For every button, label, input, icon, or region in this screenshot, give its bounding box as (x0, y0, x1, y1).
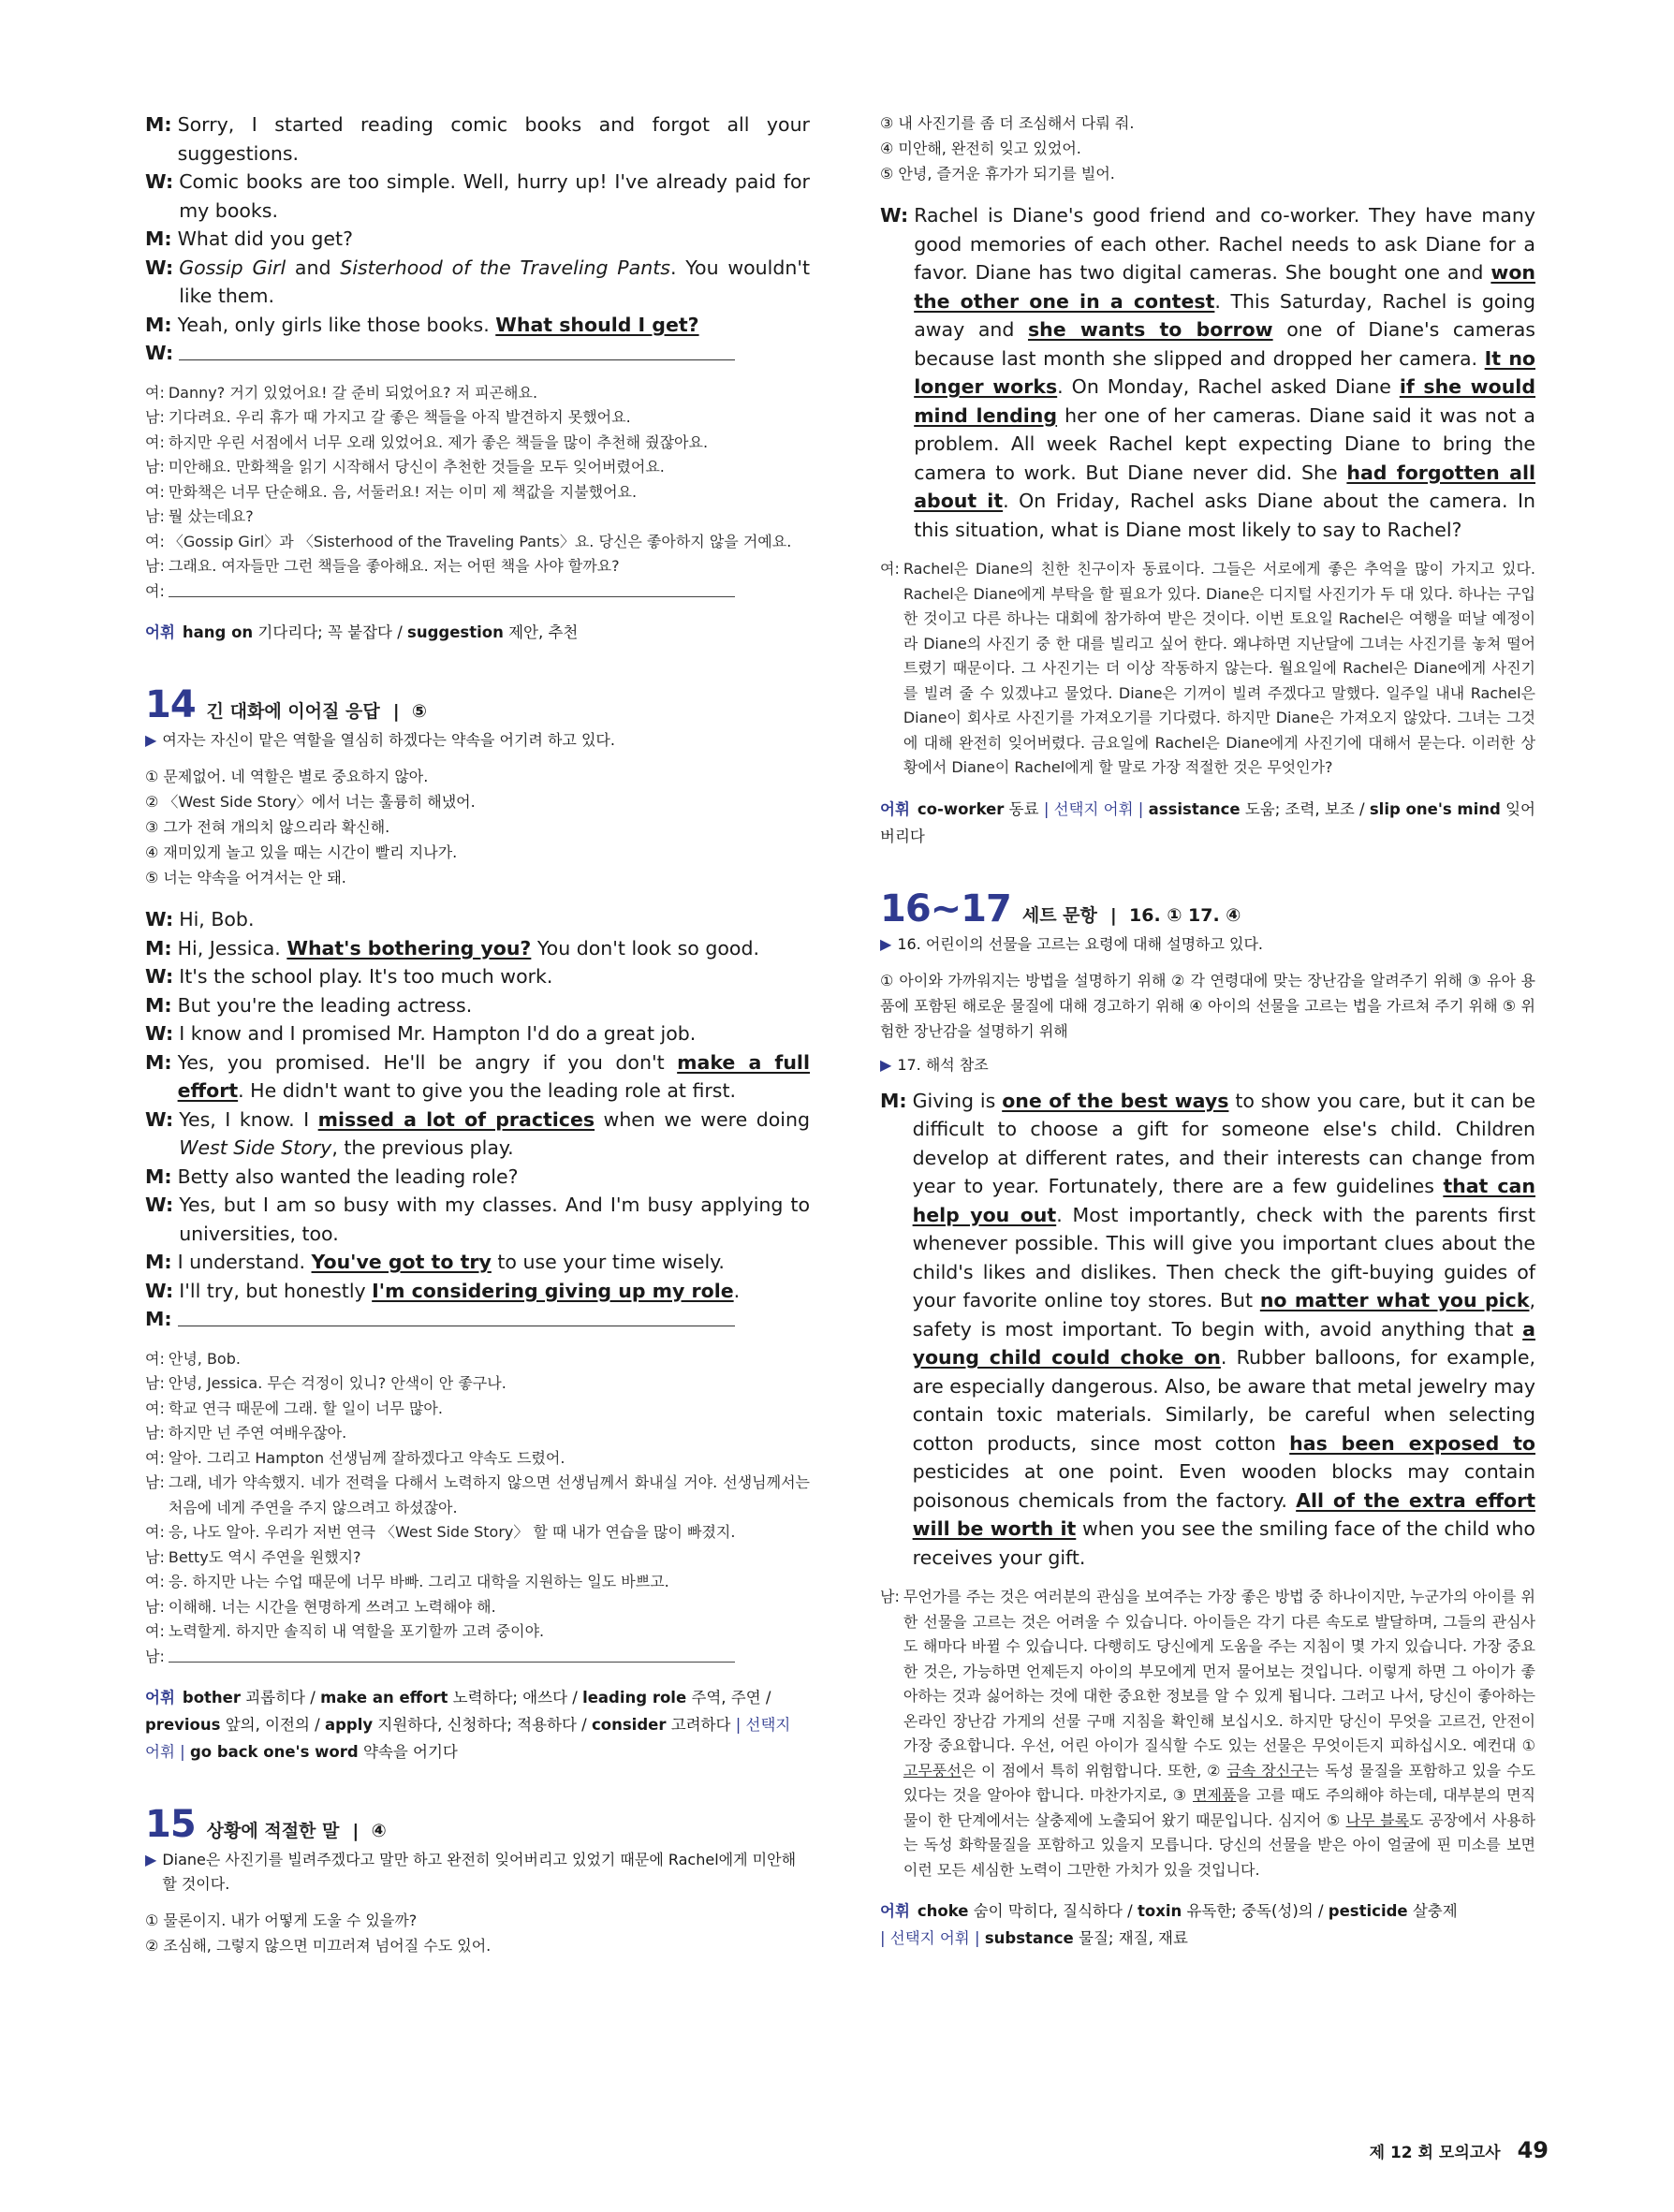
line-text: 알아. 그리고 Hampton 선생님께 잘하겠다고 약속도 드렸어. (168, 1448, 565, 1467)
translation-line (145, 405, 810, 431)
line-text: But you're the leading actress. (177, 993, 473, 1017)
line-text: Yes, but I am so busy with my classes. And I'm busy applying to universities, too. (179, 1194, 810, 1245)
triangle-icon: ▶ (880, 934, 892, 953)
line-text: 응. 하지만 나는 수업 때문에 너무 바빠. 그리고 대학을 지원하는 일도 바쁘고. (168, 1573, 669, 1590)
line-text: 하지만 우린 서점에서 너무 오래 있었어요. 제가 좋은 책들을 많이 추천해 줬잖아요. (168, 432, 709, 451)
page-footer (1370, 2137, 1549, 2163)
speaker-label: 여: (145, 482, 165, 501)
speaker-label: M: (145, 227, 172, 250)
question-14-options (145, 764, 810, 890)
answer-option: ⑤ 안녕, 즐거운 휴가가 되기를 빌어. (880, 165, 1115, 183)
speaker-label: 남: (145, 1547, 165, 1566)
dialogue-13-english (145, 110, 810, 368)
dialogue-line (145, 1191, 810, 1248)
speaker-label: W: (145, 1107, 174, 1131)
translation-line (145, 1347, 810, 1372)
speaker-label: W: (145, 1022, 174, 1045)
speaker-label: 여: (145, 532, 165, 550)
triangle-icon: ▶ (145, 731, 157, 749)
question-17-hint: ▶ 17. 해석 참조 (880, 1053, 1535, 1077)
key-phrase: make a full effort (177, 1050, 810, 1102)
right-column (880, 110, 1535, 1952)
question-16-hint: ▶ 16. 어린이의 선물을 고르는 요령에 대해 설명하고 있다. (880, 932, 1535, 957)
speaker-label: M: (145, 313, 172, 336)
vocab-entries: co-worker 동료 | 선택지 어휘 | assistance 도움; 조력, 보조 / slip one's mind 잊어버리다 (880, 799, 1535, 845)
key-phrase: missed a lot of practices (317, 1107, 595, 1131)
speaker-label: M: (145, 936, 172, 960)
line-text: 뭘 샀는데요? (168, 507, 254, 525)
speaker-label: W: (145, 1194, 174, 1216)
answer-blank (179, 339, 735, 360)
dialogue-line (145, 168, 810, 225)
answer-option: ③ 내 사진기를 좀 더 조심해서 다뤄 줘. (880, 114, 1135, 132)
translation-line (145, 1645, 810, 1670)
answer-marker: | ⑤ (392, 701, 427, 722)
dialogue-line (145, 1163, 810, 1192)
translation-line (145, 1471, 810, 1520)
question-16-options: ① 아이와 가까워지는 방법을 설명하기 위해 ② 각 연령대에 맞는 장난감을 알려주기 위해 ③ 유아 용품에 포함된 해로운 물질에 대해 경고하기 위해 ④ 아이의 선물을 고르는 법을 가르쳐 주기 위해 ⑤ 위험한 장난감을 설명하기 위해 (880, 971, 1535, 1040)
answer-blank (169, 1645, 735, 1663)
speaker-label: W: (145, 1279, 174, 1302)
line-text: 응, 나도 알아. 우리가 저번 연극 〈West Side Story〉 할 때 내가 연습을 많이 빠졌지. (168, 1523, 736, 1541)
line-text: Sorry, I started reading comic books and forgot all your suggestions. (177, 113, 810, 165)
triangle-icon: ▶ (145, 1851, 157, 1868)
dialogue-line (145, 339, 810, 368)
translation-line (145, 431, 810, 456)
speaker-label: 여: (145, 432, 165, 451)
dialogue-line (145, 1048, 810, 1106)
speaker-label: 여: (145, 1448, 165, 1467)
speaker-label: 여: (145, 1573, 165, 1590)
question-title: 긴 대화에 이어질 응답 (206, 701, 380, 722)
vocab-entries: bother 괴롭히다 / make an effort 노력하다; 애쓰다 / leading role 주역, 주연 / previous 앞의, 이전의 / apply 지원하다, 신청하다; 적용하다 / consider 고려하다 | 선택지 어휘 | go back one's word 약속을 어기다 (145, 1689, 791, 1761)
translation-line (145, 505, 810, 530)
speaker-label: M: (145, 1308, 172, 1330)
translation-line (145, 480, 810, 505)
speaker-label: 여: (145, 1622, 165, 1640)
title-italic: Gossip Girl (179, 256, 286, 279)
speaker-label: 남: (145, 557, 165, 575)
speaker-label: 남: (145, 1473, 165, 1491)
exam-label: 제 12 회 모의고사 (1369, 2144, 1501, 2162)
monologue-17-korean: 남: 무언가를 주는 것은 여러분의 관심을 보여주는 가장 좋은 방법 중 하나이지만, 누군가의 아이를 위한 선물을 고르는 것은 어려울 수 있습니다. 아이들은 각기 다른 속도로 발달하며, 그들의 관심사도 해마다 바뀔 수 있습니다. 다행히도 당신에게 도움을 주는 지침이 몇 가지 있습니다. 가장 중요한 것은, 가능하면 언제든지 아이의 부모에게 먼저 물어보는 것입니다. 이렇게 하면 그 아이가 좋아하는 것과 싫어하는 것에 대한 중요한 정보를 알 수 있게 됩니다. 그러고 나서, 당신이 좋아하는 온라인 장난감 가게의 선물 구매 지침을 확인해 보십시오. 하지만 당신이 무엇을 고르건, 안전이 가장 중요합니다. 우선, 어린 아이가 질식할 수도 있는 선물은 무엇이든지 피하십시오. 예컨대 ① 고무풍선은 이 점에서 특히 위험합니다. 또한, ② 금속 장신구는 독성 물질을 포함하고 있을 수도 있다는 것을 알아야 합니다. 마찬가지로, ③ 면제품을 고를 때도 주의해야 하는데, 대부분의 면직물이 한 단계에서는 살충제에 노출되어 왔기 때문입니다. 심지어 ⑤ 나무 블록도 공장에서 사용하는 독성 화학물질을 포함하고 있을지 모릅니다. 당신의 선물을 받은 아이 얼굴에 핀 미소를 보면 이런 모든 세심한 노력이 그만한 가치가 있을 것입니다. (880, 1588, 1536, 1879)
line-text: 그래요. 여자들만 그런 책들을 좋아해요. 저는 어떤 책을 사야 할까요? (168, 557, 620, 575)
line-text: 미안해요. 만화책을 읽기 시작해서 당신이 추천한 것들을 모두 잊어버렸어요. (168, 458, 665, 476)
line-text: 이해해. 너는 시간을 현명하게 쓰려고 노력해야 해. (168, 1597, 496, 1616)
question-title: 세트 문항 (1021, 904, 1097, 926)
dialogue-line (145, 962, 810, 991)
vocab-14 (145, 1684, 810, 1765)
answer-option: ④ 미안해, 완전히 잊고 있었어. (880, 139, 1081, 157)
dialogue-line (145, 1305, 810, 1334)
line-text: I know and I promised Mr. Hampton I'd do a great job. (179, 1022, 697, 1045)
title-italic: Sisterhood of the Traveling Pants (340, 256, 670, 279)
monologue-15-english: W: Rachel is Diane's good friend and co-worker. They have many good memories of each other. Rachel needs to ask Diane for a favor. Diane has two digital cameras. She bought one and won the other one in a contest. This Saturday, Rachel is going away and she wants to borrow one of Diane's cameras because last month she slipped and dropped her camera. It no longer works. On Monday, Rachel asked Diane if she would mind lending her one of her cameras. Diane said it was not a problem. All week Rachel kept expecting Diane to bring the camera to work. But Diane never did. She had forgotten all about it. On Friday, Rachel asks Diane about the camera. In this situation, what is Diane most likely to say to Rachel? (880, 204, 1536, 541)
line-text: Yes, you promised. He'll be angry if you don't make a full effort. He didn't want to give you the leading role at first. (177, 1050, 810, 1102)
speaker-label: 남: (145, 1597, 165, 1616)
answer-option: ③ 그가 전혀 개의치 않으리라 확신해. (145, 818, 390, 836)
speaker-label: 여: (145, 581, 165, 600)
speaker-label: 남: (145, 1374, 165, 1392)
answer-option: ① 물론이지. 내가 어떻게 도울 수 있을까? (145, 1912, 418, 1929)
speaker-label: W: (145, 256, 174, 279)
speaker-label: 남: (145, 458, 165, 476)
answer-option: ② 〈West Side Story〉에서 너는 훌륭히 해냈어. (145, 793, 476, 811)
speaker-label: M: (145, 1251, 172, 1273)
question-title: 상황에 적절한 말 (206, 1821, 340, 1841)
vocab-15 (880, 796, 1535, 850)
translation-line (145, 1446, 810, 1472)
line-text: Yes, I know. I missed a lot of practices when we were doing West Side Story, the previous play. (179, 1107, 810, 1159)
speaker-label: 남: (145, 1647, 165, 1665)
monologue-15-korean: 여: Rachel은 Diane의 친한 친구이자 동료이다. 그들은 서로에게 좋은 추억을 많이 가지고 있다. Rachel은 Diane에게 부탁을 할 필요가 있다. Diane은 디지털 사진기가 두 대 있다. 하나는 구입한 것이고 다른 하나는 대회에 참가하여 받은 것이다. 이번 토요일 Rachel은 여행을 떠날 예정이라 Diane의 사진기 중 한 대를 빌리고 싶어 한다. 왜냐하면 지난달에 그녀는 사진기를 놓쳐 떨어트렸기 때문이다. 그 사진기는 더 이상 작동하지 않는다. 월요일에 Rachel은 Diane에게 사진기를 빌려 줄 수 있겠냐고 물었다. Diane은 기꺼이 빌려 주겠다고 말했다. 일주일 내내 Rachel은 Diane이 회사로 사진기를 가져오기를 기다렸다. 하지만 Diane은 가져오지 않았다. 그녀는 그것에 대해 완전히 잊어버렸다. 금요일에 Rachel은 Diane에게 사진기에 대해서 묻는다. 이러한 상황에서 Diane이 Rachel에게 할 말로 가장 적절한 것은 무엇인가? (880, 560, 1535, 776)
line-text: What did you get? (177, 227, 353, 250)
key-phrase: What should I get? (495, 313, 699, 336)
line-text: It's the school play. It's too much work. (179, 965, 553, 988)
answer-marker: | ④ (352, 1821, 387, 1841)
translation-line (145, 1371, 810, 1397)
speaker-label: 남: (145, 408, 165, 426)
answer-marker: | 16. ① 17. ④ (1109, 904, 1241, 926)
question-15-header (145, 1803, 810, 1846)
line-text: Hi, Bob. (179, 908, 255, 930)
speaker-label: 남: (145, 507, 165, 525)
speaker-label: W: (145, 342, 174, 364)
speaker-label: W: (145, 908, 174, 930)
line-text: 만화책은 너무 단순해요. 음, 서둘러요! 저는 이미 제 책값을 지불했어요. (168, 482, 638, 501)
left-column (145, 110, 810, 1958)
page-number: 49 (1517, 2137, 1549, 2163)
line-text: Comic books are too simple. Well, hurry up! I've already paid for my books. (179, 170, 810, 222)
question-15-hint: ▶ Diane은 사진기를 빌려주겠다고 말만 하고 완전히 잊어버리고 있었기 때문에 Rachel에게 미안해할 것이다. (145, 1848, 810, 1897)
question-number: 16~17 (880, 886, 1011, 930)
dialogue-14-korean (145, 1347, 810, 1670)
question-14-hint: ▶ 여자는 자신이 맡은 역할을 열심히 하겠다는 약속을 어기려 하고 있다. (145, 728, 810, 753)
speaker-label: M: (145, 993, 172, 1017)
vocab-17 (880, 1897, 1535, 1952)
dialogue-line (145, 1248, 810, 1277)
triangle-icon: ▶ (880, 1055, 892, 1074)
line-text: 그래, 네가 약속했지. 네가 전력을 다해서 노력하지 않으면 선생님께서 화내실 거야. 선생님께서는 처음에 네게 주연을 주지 않으려고 하셨잖아. (168, 1473, 810, 1516)
vocab-entries: choke 숨이 막히다, 질식하다 / toxin 유독한; 중독(성)의 / pesticide 살충제 | 선택지 어휘 | substance 물질; 재질, 재료 (880, 1902, 1458, 1947)
translation-line (145, 1570, 810, 1595)
translation-line (145, 1520, 810, 1545)
line-text: 노력할게. 하지만 솔직히 내 역할을 포기할까 고려 중이야. (168, 1622, 545, 1640)
vocab-heading: 어휘 (880, 799, 910, 818)
line-text: 기다려요. 우리 휴가 때 가지고 갈 좋은 책들을 아직 발견하지 못했어요. (168, 408, 631, 426)
translation-line (145, 1545, 810, 1571)
monologue-17-english: M: Giving is one of the best ways to show you care, but it can be difficult to choose a gift for someone else's child. Children develop at different rates, and their interests can change from year to year. Fortunately, there are a few guidelines that can help you out. Most importantly, check with the parents first whenever possible. This will give you important clues about the child's likes and dislikes. Then check the gift-buying guides of your favorite online toy stores. But no matter what you pick, safety is most important. To begin with, avoid anything that a young child could choke on. Rubber balloons, for example, are especially dangerous. Also, be aware that metal jewelry may contain toxic materials. Similarly, be careful when selecting cotton products, since most cotton has been exposed to pesticides at one point. Even wooden blocks may contain poisonous chemicals from the factory. All of the extra effort will be worth it when you see the smiling face of the child who receives your gift. (880, 1089, 1536, 1569)
dialogue-line (145, 1106, 810, 1163)
question-15-options-continued (880, 110, 1535, 186)
speaker-label: 여: (145, 383, 165, 402)
vocab-13: 어휘 hang on 기다리다; 꼭 붙잡다 / suggestion 제안, 추천 (145, 623, 579, 641)
line-text: 안녕, Bob. (168, 1349, 241, 1368)
line-text: Gossip Girl and Sisterhood of the Traveling Pants. You wouldn't like them. (179, 256, 810, 307)
dialogue-line (145, 254, 810, 311)
line-text: 학교 연극 때문에 그래. 할 일이 너무 많아. (168, 1399, 443, 1417)
speaker-label: 여: (145, 1349, 165, 1368)
translation-line (145, 554, 810, 579)
speaker-label: W: (145, 170, 174, 193)
question-number: 15 (145, 1803, 196, 1846)
line-text: I'll try, but honestly I'm considering giving up my role. (179, 1279, 741, 1302)
speaker-label: M: (145, 113, 172, 136)
line-text: Yeah, only girls like those books. What should I get? (177, 313, 699, 336)
translation-line (145, 455, 810, 480)
speaker-label: 여: (145, 1523, 165, 1541)
translation-line (145, 1397, 810, 1422)
translation-line (145, 1421, 810, 1446)
speaker-label: 남: (145, 1424, 165, 1442)
question-14-header (145, 683, 810, 726)
dialogue-line (145, 311, 810, 340)
dialogue-line (145, 934, 810, 963)
key-phrase: You've got to try (311, 1251, 492, 1273)
speaker-label: W: (145, 965, 174, 988)
speaker-label: 여: (145, 1399, 165, 1417)
line-text: Betty도 역시 주연을 원했지? (168, 1547, 361, 1566)
answer-blank (178, 1305, 735, 1326)
translation-line (145, 579, 810, 605)
key-phrase: I'm considering giving up my role (372, 1279, 734, 1302)
dialogue-line (145, 1019, 810, 1048)
answer-option: ① 문제없어. 네 역할은 별로 중요하지 않아. (145, 768, 429, 785)
answer-option: ⑤ 너는 약속을 어겨서는 안 돼. (145, 869, 346, 886)
key-phrase: What's bothering you? (286, 936, 532, 960)
dialogue-line (145, 991, 810, 1020)
vocab-heading: 어휘 (145, 1689, 175, 1707)
line-text: 하지만 넌 주연 여배우잖아. (168, 1424, 347, 1442)
dialogue-line (145, 110, 810, 168)
line-text: Betty also wanted the leading role? (177, 1165, 519, 1188)
translation-line (145, 1595, 810, 1620)
dialogue-14-english (145, 905, 810, 1334)
dialogue-13-korean (145, 381, 810, 605)
line-text: 안녕, Jessica. 무슨 걱정이 있니? 안색이 안 좋구나. (168, 1374, 507, 1392)
line-text: 〈Gossip Girl〉과 〈Sisterhood of the Traveling Pants〉요. 당신은 좋아하지 않을 거예요. (168, 532, 792, 550)
translation-line (145, 1619, 810, 1645)
speaker-label: M: (145, 1050, 172, 1074)
question-number: 14 (145, 683, 196, 726)
translation-line (145, 530, 810, 555)
answer-blank (169, 579, 735, 597)
dialogue-line (145, 225, 810, 254)
line-text: Hi, Jessica. What's bothering you? You don't look so good. (177, 936, 759, 960)
speaker-label: M: (145, 1165, 172, 1188)
translation-line (145, 381, 810, 406)
line-text: I understand. You've got to try to use your time wisely. (177, 1251, 725, 1273)
vocab-heading: 어휘 (880, 1902, 910, 1920)
answer-option: ④ 재미있게 놀고 있을 때는 시간이 빨리 지나가. (145, 843, 458, 861)
line-text: Danny? 거기 있었어요! 갈 준비 되었어요? 저 피곤해요. (168, 383, 538, 402)
question-16-17-header (880, 887, 1535, 930)
title-italic: West Side Story (179, 1136, 332, 1159)
dialogue-line (145, 1277, 810, 1306)
question-15-options (145, 1908, 810, 1958)
answer-option: ② 조심해, 그렇지 않으면 미끄러져 넘어질 수도 있어. (145, 1937, 492, 1955)
dialogue-line (145, 905, 810, 934)
